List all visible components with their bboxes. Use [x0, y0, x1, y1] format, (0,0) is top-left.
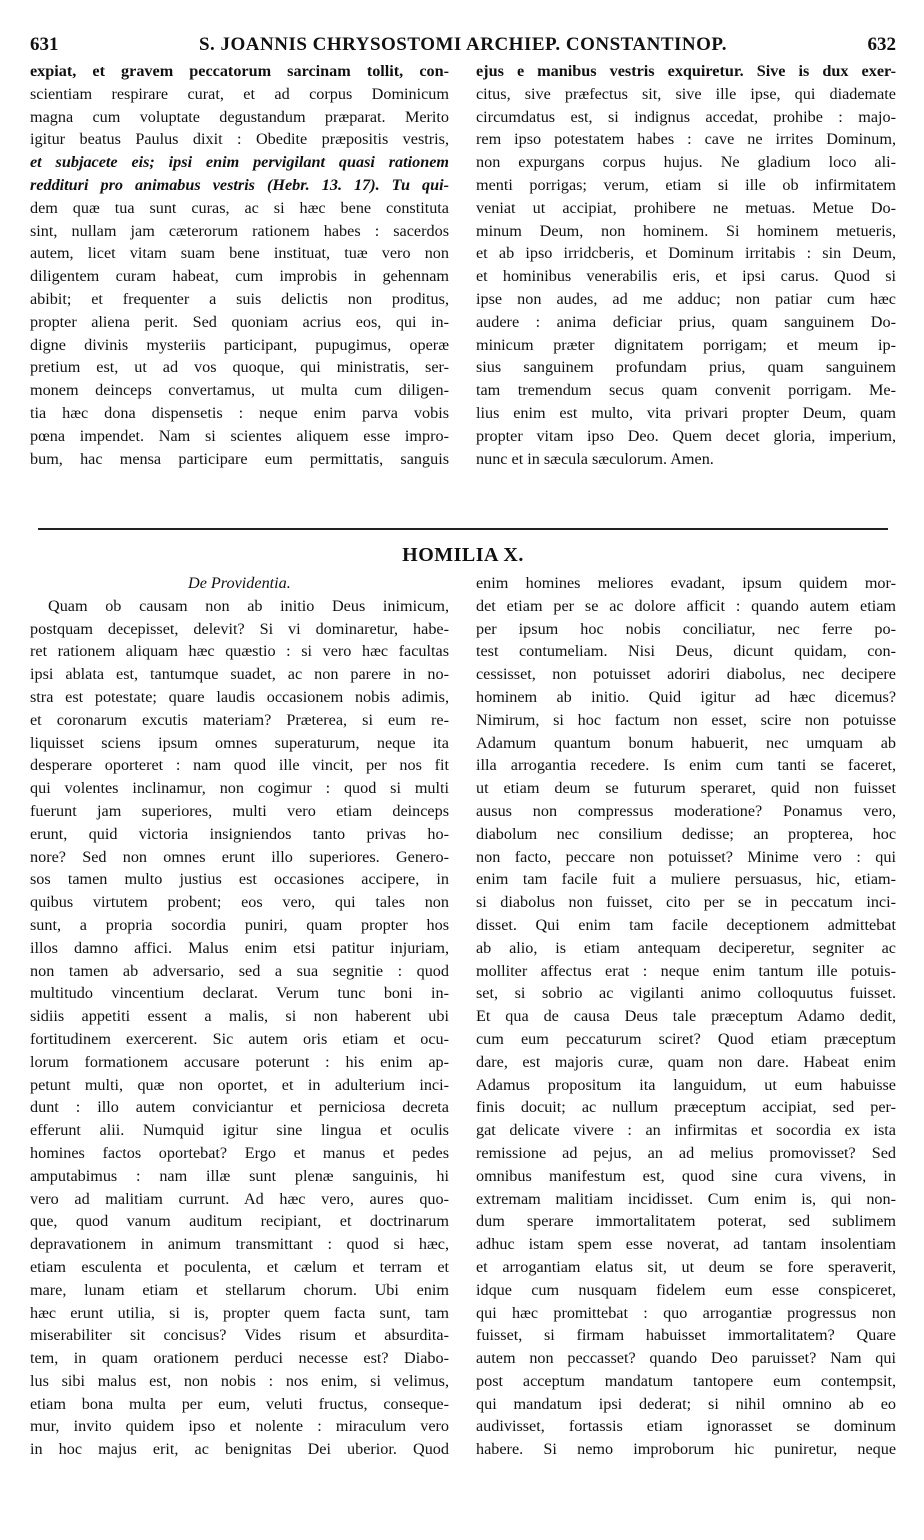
text-line: stra est potestate; quare laudis occasionem nobis adimis,: [30, 687, 449, 706]
top-right-column: [476, 60, 896, 522]
text-line: habere. Si nemo improborum hic puniretur, neque: [476, 1440, 896, 1459]
text-line: multitudo vincentium declarat. Verum tunc boni in-: [30, 984, 449, 1003]
text-line: sius sanguinem profundam prius, quam sanguinem: [476, 358, 896, 377]
text-line: sint, nullam jam cæterorum rationem habes : sacerdos: [30, 221, 449, 240]
text-line: cessisset, non potuisset adoriri diabolus, nec decipere: [476, 665, 896, 684]
text-line: lius enim est multo, vita privari propter Deum, quam: [476, 403, 896, 422]
text-line: tem, in quam orationem perduci necesse est? Diabo-: [30, 1349, 449, 1368]
text-line: tam tremendum secus quam convenit porrigam. Me-: [476, 381, 896, 400]
text-line: si diabolus non fuisset, cito per se in peccatum inci-: [476, 893, 896, 912]
text-line: scientiam respirare curat, et ad corpus Dominicum: [30, 84, 449, 103]
text-line: igitur beatus Paulus dixit : Obedite præpositis vestris,: [30, 130, 449, 149]
text-line: veniat ut accipiat, prohibere ne metuas. Metue Do-: [476, 198, 896, 217]
text-line: propter vitam ipso Deo. Quem decet gloria, imperium,: [476, 426, 896, 445]
text-line: enim homines meliores evadant, ipsum quidem mor-: [476, 574, 896, 592]
text-line: nunc et in sæcula sæculorum. Amen.: [476, 449, 714, 468]
text-line: qui mandatum ipsi dederat; si nihil omnino ab eo: [476, 1394, 896, 1413]
text-line: gat delicate vivere : an infirmitas et socordia ex ista: [476, 1121, 896, 1140]
text-line: nore? Sed non omnes erunt illo superiores. Genero-: [30, 847, 449, 866]
page-number-left: 631: [30, 34, 59, 55]
text-line: idque cum nusquam fidelem eum esse conspiceret,: [476, 1280, 896, 1299]
text-line: dunt : illo autem conviciantur et perniciosa decreta: [30, 1098, 449, 1117]
text-line: abibit; et frequenter a suis delictis non proditus,: [30, 289, 449, 308]
text-line: audere : anima deficiar prius, quam sanguinem Do-: [476, 312, 896, 331]
text-line: sunt, a propria socordia puniri, quam propter hos: [30, 915, 449, 934]
text-line: ejus e manibus vestris exquiretur. Sive is dux exer-: [476, 62, 896, 80]
text-line: remissione ad pejus, an ad melius promovisset? Sed: [476, 1143, 896, 1162]
text-line: Adamum quantum bonum habuerit, nec umquam ab: [476, 733, 896, 752]
running-header: [30, 32, 896, 60]
text-line: mare, lunam etiam et stellarum chorum. Ubi enim: [30, 1280, 449, 1299]
text-line: vero ad malitiam currunt. Ad hæc vero, aures quo-: [30, 1189, 449, 1208]
text-line: liquisset sciens ipsum omnes superaturum, neque ita: [30, 733, 449, 752]
text-line: tia hæc dona dispensetis : neque enim parva vobis: [30, 403, 449, 422]
text-line: dem quæ tua sunt curas, ac si hæc bene constituta: [30, 198, 449, 217]
text-line: Quam ob causam non ab initio Deus inimicum,: [48, 596, 449, 615]
text-line: bum, hac mensa participare eum permittatis, sanguis: [30, 449, 449, 468]
text-line: propter aliena perit. Sed quoniam acrius eos, qui in-: [30, 312, 449, 331]
text-line: minicum præter dignitatem porrigam; et meum ip-: [476, 335, 896, 354]
text-line: hæc erunt utilia, si is, propter quem facta sunt, tam: [30, 1303, 449, 1322]
text-line: Nimirum, si hoc factum non esset, scire non potuisse: [476, 710, 896, 729]
text-line: sidiis appetiti essent a malis, si non haberent ubi: [30, 1007, 449, 1026]
text-line: depravationem in animum transmittant : quod si hæc,: [30, 1235, 449, 1254]
running-title: S. JOANNIS CHRYSOSTOMI ARCHIEP. CONSTANTINOP.: [198, 34, 728, 55]
text-line: et ab ipso irridcberis, et Dominum irritabis : sin Deum,: [476, 244, 896, 263]
text-line: autem non peccasset? quando Deo paruisset? Nam qui: [476, 1349, 896, 1368]
bottom-left-wrapper: [30, 572, 449, 1461]
text-line: digne divinis mysteriis participant, pupugimus, operæ: [30, 335, 449, 354]
text-line: pœna impendet. Nam si scientes aliquem esse impro-: [30, 426, 449, 445]
text-line: ipsi ablata est, tantumque suadet, ac non parere in no-: [30, 665, 449, 684]
text-line: lorum formationem accusare poterunt : his enim ap-: [30, 1052, 449, 1071]
text-line: desperare oporteret : nam quod ille vincit, per nos fit: [30, 756, 449, 775]
text-line: citus, sive præfectus sit, sive ille ipse, qui diademate: [476, 84, 896, 103]
text-line: postquam decepisset, delevit? Si vi dominaretur, habe-: [30, 619, 449, 638]
text-line: dum sperare immortalitatem poterat, sed sublimem: [476, 1212, 896, 1231]
text-line: post acceptum mandatum tantopere eum contempsit,: [476, 1371, 896, 1390]
page-number-right: 632: [867, 34, 896, 55]
text-line: homines factos oportebat? Ergo et manus et pedes: [30, 1143, 449, 1162]
text-line: expiat, et gravem peccatorum sarcinam tollit, con-: [30, 62, 449, 80]
text-line: qui hæc promittebat : quo arrogantiæ progressus non: [476, 1303, 896, 1322]
text-line: test contumeliam. Nisi Deus, dicunt quidam, con-: [476, 642, 896, 661]
text-line: audivisset, fortassis etiam ignorasset se dominum: [476, 1417, 896, 1436]
text-line: fuerunt jam superiores, multi vero etiam deinceps: [30, 801, 449, 820]
text-line: efferunt alii. Numquid igitur sine lingua et oculis: [30, 1121, 449, 1140]
text-line: illa arrogantia recedere. Is enim cum tanti se faceret,: [476, 756, 896, 775]
text-line: Et qua de causa Deus tale præceptum Adamo dedit,: [476, 1007, 896, 1026]
text-line: pretium est, ut ad vos quoque, qui ministratis, ser-: [30, 358, 449, 377]
text-line: finis docuit; ac nullum præceptum accipiat, sed per-: [476, 1098, 896, 1117]
section-divider: [38, 528, 888, 530]
text-line: magna cum voluptate degustandum præparat. Merito: [30, 107, 449, 126]
text-line: minum Deum, non hominem. Si hominem metueris,: [476, 221, 896, 240]
text-line: rem ipso potestatem habes : cave ne irrites Dominum,: [476, 130, 896, 149]
text-line: monem deinceps convertamus, ut multa cum diligen-: [30, 381, 449, 400]
text-line: hominem ab initio. Quid igitur ad hæc dicemus?: [476, 687, 896, 706]
text-line: que, quod vanum auditum recipiant, et doctrinarum: [30, 1212, 449, 1231]
text-line: set, si sobrio ac vigilanti animo colloquutus fuisset.: [476, 984, 896, 1003]
text-line: ipse non audes, ad me adduc; non patiar cum hæc: [476, 289, 896, 308]
text-line: etiam esculenta et poculenta, et cælum et terram et: [30, 1257, 449, 1276]
text-line: dare, est majoris curæ, quam non dare. Habeat enim: [476, 1052, 896, 1071]
text-line: erunt, quid victoria insigniendos tanto privas ho-: [30, 824, 449, 843]
text-line: cum eum peccaturum sciret? Quod etiam præceptum: [476, 1029, 896, 1048]
homily-subtitle: De Providentia.: [188, 574, 291, 592]
text-line: et subjacete eis; ipsi enim pervigilant quasi rationem: [30, 153, 449, 172]
text-line: et arrogantiam elatus sit, ut deum se fore speraverit,: [476, 1257, 896, 1276]
text-line: autem, licet vitam suam bene instituat, tuæ vero non: [30, 244, 449, 263]
bottom-section: [30, 572, 896, 1461]
text-line: reddituri pro animabus vestris (Hebr. 13. 17). Tu qui-: [30, 175, 449, 194]
bottom-right-column: [476, 572, 896, 1461]
text-line: omnibus manifestum est, quod sine cura vivens, in: [476, 1166, 896, 1185]
text-line: non tamen ab adversario, sed a sua segnitie : quod: [30, 961, 449, 980]
text-line: etiam bona multa per eum, veluti fructus, conseque-: [30, 1394, 449, 1413]
text-line: disset. Qui enim tam facile deceptionem admittebat: [476, 915, 896, 934]
text-line: et hominibus venerabilis eris, et ipsi carus. Quod si: [476, 267, 896, 286]
text-line: det etiam per se ac dolore afficit : quando autem etiam: [476, 596, 896, 615]
text-line: sos tamen multo justius est occasiones accipere, in: [30, 870, 449, 889]
text-line: petunt multi, quæ non oportet, et in adulterium inci-: [30, 1075, 449, 1094]
text-line: diabolum nec consilium dedisse; an propterea, hoc: [476, 824, 896, 843]
text-line: fortitudinem exercerent. Sic autem oris etiam et ocu-: [30, 1029, 449, 1048]
text-line: ut etiam deum se futurum speraret, quid non fuisset: [476, 779, 896, 798]
top-section: [30, 60, 896, 522]
text-line: non expurgans corpus hujus. Ne gladium loco ali-: [476, 153, 896, 172]
text-line: enim tam facile fuit a muliere persuasus, hic, etiam-: [476, 870, 896, 889]
text-line: illos damno affici. Malus enim etsi patitur injuriam,: [30, 938, 449, 957]
text-line: ab alio, is etiam antequam deciperetur, segniter ac: [476, 938, 896, 957]
text-line: quibus virtutem probent; eos vero, qui tales non: [30, 893, 449, 912]
text-line: fuisset, si firmam habuisset immortalitatem? Quare: [476, 1326, 896, 1345]
text-line: in hoc majus erit, ac benignitas Dei uberior. Quod: [30, 1440, 449, 1459]
top-left-column: [30, 60, 449, 522]
text-line: adhuc istam spem esse noverat, ad tantam insolentiam: [476, 1235, 896, 1254]
text-line: per ipsum hoc nobis conciliatur, nec ferre po-: [476, 619, 896, 638]
text-line: ausus non compressus moderatione? Ponamus vero,: [476, 801, 896, 820]
text-line: extremam malitiam incidisset. Cum enim is, qui non-: [476, 1189, 896, 1208]
text-line: diligentem curam habeat, cum improbis in gehennam: [30, 267, 449, 286]
text-line: menti porrigas; verum, etiam si ille ob infirmitatem: [476, 175, 896, 194]
text-line: molliter affectus erat : neque enim tantum ille potuis-: [476, 961, 896, 980]
text-line: amputabimus : nam illæ sunt plenæ sanguinis, hi: [30, 1166, 449, 1185]
homily-title: HOMILIA X.: [402, 544, 524, 566]
text-line: ret rationem aliquam hæc quæstio : si vero hæc facultas: [30, 642, 449, 661]
text-line: Adamus propositum ita languidum, ut eum habuisse: [476, 1075, 896, 1094]
text-line: non facto, peccare non potuisset? Minime vero : qui: [476, 847, 896, 866]
text-line: qui volentes inclinamur, non cogimur : quod si multi: [30, 779, 449, 798]
text-line: lus sibi malus est, non nobis : nos enim, si velimus,: [30, 1371, 449, 1390]
text-line: mur, invito quidem ipso et nolente : miraculum vero: [30, 1417, 449, 1436]
bottom-left-column: [30, 595, 449, 1461]
text-line: miserabiliter sit concisus? Vides risum et absurdita-: [30, 1326, 449, 1345]
text-line: circumdatus est, si indignus accedat, prohibe : majo-: [476, 107, 896, 126]
text-line: et coronarum excutis materiam? Præterea, si eum re-: [30, 710, 449, 729]
